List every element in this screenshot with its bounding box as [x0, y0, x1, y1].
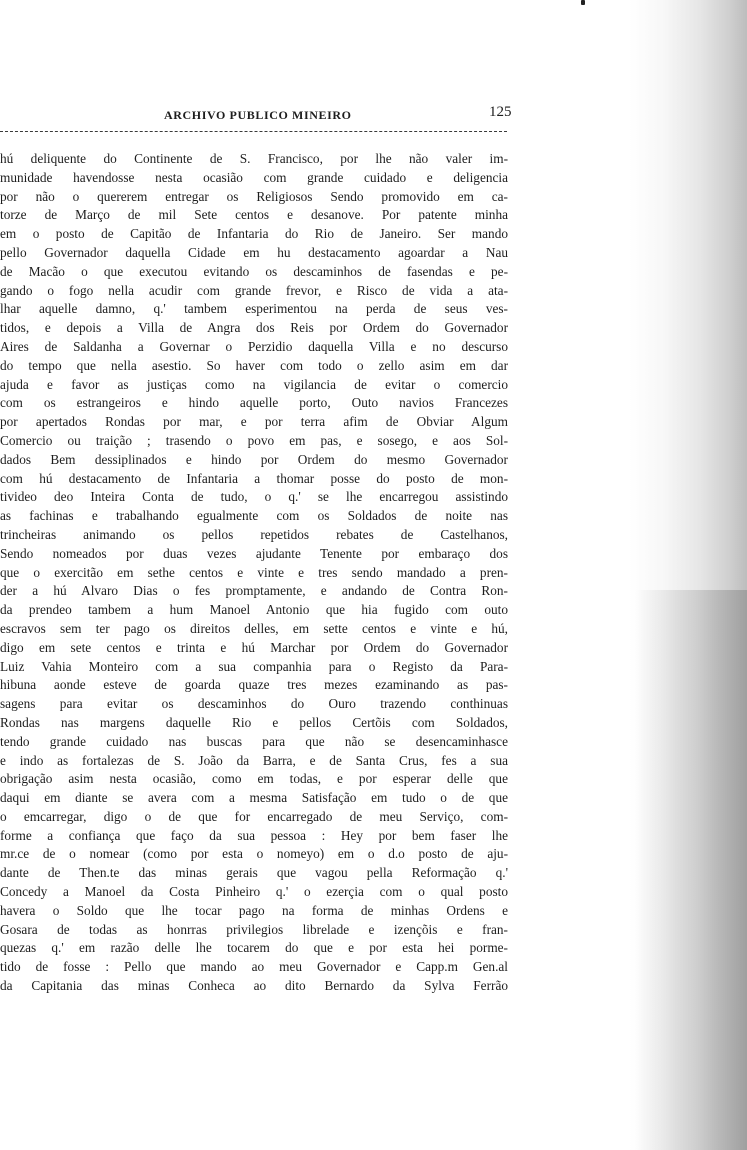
text-line: e indo as fortalezas de S. João da Barra, e de Santa Crus, fes a sua [0, 752, 508, 768]
text-line: por não o quererem entregar os Religiosos Sendo promovido em ca- [0, 188, 508, 204]
header-rule [0, 131, 507, 132]
text-line: dados Bem dessiplinados e hindo por Ordem do mesmo Governador [0, 451, 508, 467]
text-line: com hú destacamento de Infantaria a thomar posse do posto de mon- [0, 470, 508, 486]
text-line: de Macão o que executou evitando os descaminhos de fasendas e pe- [0, 263, 508, 279]
text-line: pello Governador daquella Cidade em hu destacamento agoardar a Nau [0, 244, 508, 260]
text-line: da prendeo tambem a hum Manoel Antonio que hia fugido com outo [0, 602, 508, 618]
text-line: digo em sete centos e trinta e hú Marchar por Ordem do Governador [0, 639, 508, 655]
body-text [0, 150, 508, 996]
text-line: Luiz Vahia Monteiro com a sua companhia para o Registo da Para- [0, 658, 508, 674]
ink-speck [581, 0, 585, 5]
text-line: quezas q.' em razão delle lhe tocarem do que e por esta hei porme- [0, 940, 508, 956]
text-line: por apertados Rondas por mar, e por terra afim de Obviar Algum [0, 414, 508, 430]
page-number: 125 [489, 104, 512, 120]
text-line: tido de fosse : Pello que mando ao meu Governador e Capp.m Gen.al [0, 959, 508, 975]
text-line: forme a confiança que faço da sua pessoa : Hey por bem faser lhe [0, 827, 508, 843]
text-line: havera o Soldo que lhe tocar pago na forma de minhas Ordens e [0, 902, 508, 918]
text-line: tivideo deo Inteira Conta de tudo, o q.' se lhe encarregou assistindo [0, 489, 508, 505]
text-line: as fachinas e trabalhando egualmente com os Soldados de noite nas [0, 508, 508, 524]
text-line: Gosara de todas as honrras privilegios librelade e izençõis e fran- [0, 921, 508, 937]
text-line: ajuda e favor as justiças como na vigilancia de evitar o comercio [0, 376, 508, 392]
text-line: tendo grande cuidado nas buscas para que não se desencaminhasce [0, 733, 508, 749]
text-line: gando o fogo nella acudir com grande frevor, e Risco de vida a ata- [0, 282, 508, 298]
running-header [0, 104, 512, 126]
text-line: mr.ce de o nomear (como por esta o nomeyo) em o d.o posto de aju- [0, 846, 508, 862]
text-line: munidade havendosse nesta ocasião com grande cuidado e deligencia [0, 169, 508, 185]
text-line: com os estrangeiros e hindo aquelle porto, Outo navios Francezes [0, 395, 508, 411]
text-line: escravos sem ter pago os direitos delles, em sette centos e vinte e hú, [0, 620, 508, 636]
text-line: daqui em diante se avera com a mesma Satisfação em tudo o de que [0, 790, 508, 806]
text-line: que o exercitão em sethe centos e vinte e tres sendo mandado a pren- [0, 564, 508, 580]
text-line: obrigação asim nesta ocasião, como em todas, e por esperar delle que [0, 771, 508, 787]
running-header-title: ARCHIVO PUBLICO MINEIRO [164, 108, 352, 122]
text-line: do tempo que nella asestio. So haver com todo o zello asim em dar [0, 357, 508, 373]
text-line: lhar aquelle damno, q.' tambem esperimentou na perda de seus ves- [0, 301, 508, 317]
text-line: dante de Then.te das minas gerais que vagou pella Reformação q.' [0, 865, 508, 881]
text-line: Concedy a Manoel da Costa Pinheiro q.' o ezerçia com o qual posto [0, 884, 508, 900]
text-line: da Capitania das minas Conheca ao dito Bernardo da Sylva Ferrão [0, 978, 508, 994]
text-line: sagens para evitar os descaminhos do Ouro trazendo conthinuas [0, 696, 508, 712]
text-line: o emcarregar, digo o de que for encarregado de meu Serviço, com- [0, 808, 508, 824]
text-line: Sendo nomeados por duas vezes ajudante Tenente por embaraço dos [0, 545, 508, 561]
text-line: tidos, e depois a Villa de Angra dos Reis por Ordem do Governador [0, 320, 508, 336]
text-line: hú deliquente do Continente de S. Francisco, por lhe não valer im- [0, 151, 508, 166]
text-line: torze de Março de mil Sete centos e desanove. Por patente minha [0, 207, 508, 223]
text-line: hibuna aonde esteve de goarda quaze tres mezes ezaminando as pas- [0, 677, 508, 693]
text-line: Aires de Saldanha a Governar o Perzidio daquella Villa e no descurso [0, 338, 508, 354]
text-line: em o posto de Capitão de Infantaria do Rio de Janeiro. Ser mando [0, 226, 508, 242]
text-line: Comercio ou traição ; trasendo o povo em pas, e sosego, e aos Sol- [0, 432, 508, 448]
text-line: der a hú Alvaro Dias o fes promptamente, e andando de Contra Ron- [0, 583, 508, 599]
page-gutter-shadow-lower [635, 590, 747, 1150]
text-line: Rondas nas margens daquelle Rio e pellos Certõis com Soldados, [0, 714, 508, 730]
text-line: trincheiras animando os pellos repetidos rebates de Castelhanos, [0, 526, 508, 542]
